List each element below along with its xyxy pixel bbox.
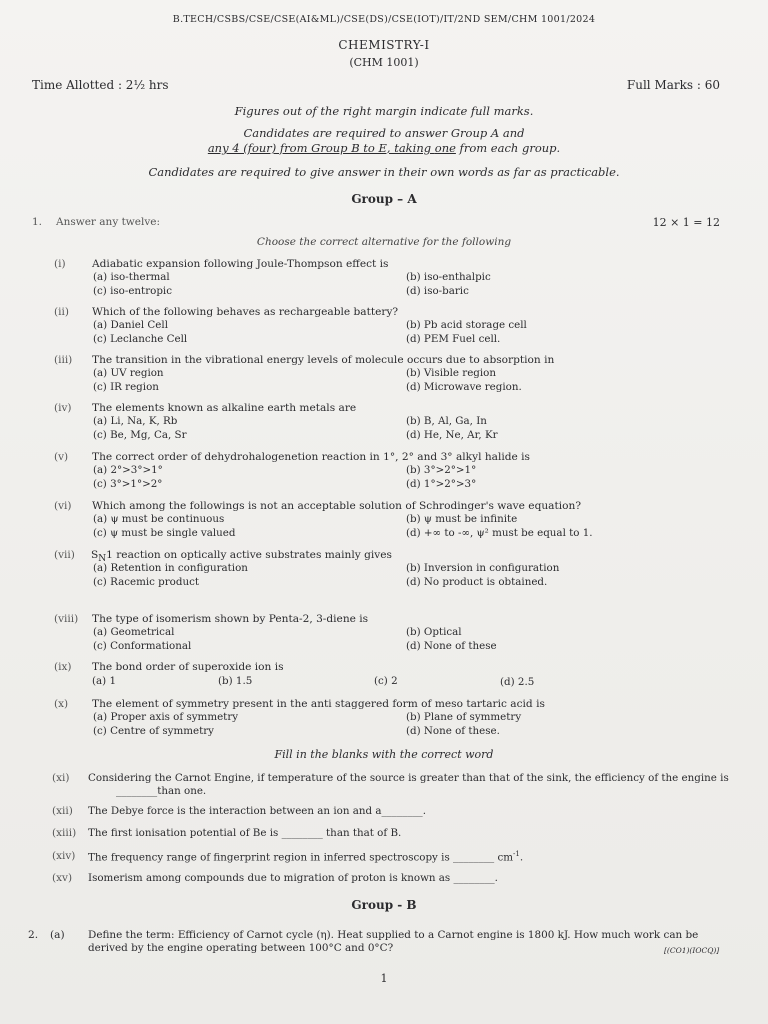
question-2-text-1: Define the term: Efficiency of Carnot cycle (η). Heat supplied to a Carnot engine is 1800 kJ. How much work can be [88, 929, 699, 941]
fill-number: (xi) [52, 772, 70, 784]
instruction-groups: Candidates are required to answer Group A and [243, 126, 525, 140]
fill-number: (xii) [52, 805, 73, 817]
choose-heading: Choose the correct alternative for the following [256, 236, 512, 248]
question-number: (iv) [54, 402, 72, 414]
option-d: (d) No product is obtained. [406, 576, 548, 588]
fill-number: (xiv) [52, 850, 76, 862]
fill-text [88, 872, 498, 884]
option-c: (c) Conformational [93, 640, 192, 652]
fill-body: Considering the Carnot Engine, if temperature of the source is greater than that of the sink, the efficiency of the engine is [88, 772, 729, 784]
text-body: 1 reaction on optically active substrates mainly gives [106, 549, 392, 561]
question-1-marks: 12 × 1 = 12 [652, 216, 720, 229]
question-number: (viii) [54, 613, 79, 625]
question-1-number: 1. [32, 216, 43, 228]
option-c: (c) Be, Mg, Ca, Sr [93, 429, 187, 441]
instruction-groups-2 [0, 141, 768, 155]
option-a: (a) 1 [92, 675, 116, 687]
option-b: (b) 3°>2°>1° [406, 464, 477, 476]
fill-body: Isomerism among compounds due to migration of proton is known as ________. [88, 872, 498, 884]
fill-number: (xiii) [52, 827, 77, 839]
question-number: (vii) [54, 549, 75, 561]
instruction-part: any 4 (four) from Group B to E, taking [207, 141, 435, 155]
question-number: (x) [54, 698, 69, 710]
option-d: (d) None of these. [406, 725, 500, 737]
course-codes: B.TECH/CSBS/CSE/CSE(AI&ML)/CSE(DS)/CSE(IOT)/IT/2ND SEM/CHM 1001/2024 [172, 14, 596, 25]
fill-text-continued: ________than one. [116, 785, 207, 797]
fill-number: (xv) [52, 872, 73, 884]
question-number: (vi) [54, 500, 72, 512]
question-2-tag: [(CO1)(IOCQ)] [664, 946, 720, 955]
question-text: The transition in the vibrational energy levels of molecule occurs due to absorption in [92, 354, 555, 366]
question-text: Which among the followings is not an acceptable solution of Schrodinger's wave equation? [92, 500, 582, 512]
question-number: (i) [54, 258, 66, 270]
option-a: (a) Retention in configuration [93, 562, 248, 574]
option-a: (a) Geometrical [93, 626, 175, 638]
fill-body: The frequency range of fingerprint region in inferred spectroscopy is ________ cm [88, 851, 513, 864]
option-d: (d) 2.5 [500, 676, 535, 688]
fill-heading: Fill in the blanks with the correct word [274, 748, 494, 761]
option-d: (d) iso-baric [406, 285, 469, 297]
option-b: (b) Inversion in configuration [406, 562, 560, 574]
option-c: (c) 3°>1°>2° [93, 478, 163, 490]
question-2-text-2: derived by the engine operating between 100°C and 0°C? [88, 942, 394, 954]
question-number: (v) [54, 451, 69, 463]
option-a: (a) Daniel Cell [93, 319, 168, 331]
time-allotted: Time Allotted : 2½ hrs [32, 78, 169, 92]
fill-superscript: -1 [513, 850, 520, 858]
question-text: The elements known as alkaline earth metals are [92, 402, 357, 414]
paper-code: (CHM 1001) [349, 56, 419, 69]
option-d: (d) +∞ to -∞, ψ² must be equal to 1. [406, 527, 593, 539]
option-a: (a) UV region [93, 367, 164, 379]
option-c: (c) IR region [93, 381, 159, 393]
question-2-part: (a) [50, 929, 65, 941]
option-c: (c) Centre of symmetry [93, 725, 214, 737]
question-text: Adiabatic expansion following Joule-Thompson effect is [92, 258, 389, 270]
option-a: (a) Li, Na, K, Rb [93, 415, 178, 427]
group-b-heading: Group - B [351, 898, 417, 912]
page-number: 1 [380, 972, 388, 985]
question-text: The bond order of superoxide ion is [92, 661, 284, 673]
instruction-own-words: Candidates are required to give answer in their own words as far as practicable. [148, 165, 620, 179]
fill-text [88, 772, 729, 784]
option-a: (a) iso-thermal [93, 271, 170, 283]
option-b: (b) Visible region [406, 367, 497, 379]
question-text: Which of the following behaves as rechargeable battery? [92, 306, 399, 318]
fill-body: The first ionisation potential of Be is ________ than that of B. [88, 827, 402, 839]
question-number: (iii) [54, 354, 73, 366]
option-a: (a) ψ must be continuous [93, 513, 225, 525]
option-d: (d) Microwave region. [406, 381, 522, 393]
option-a: (a) 2°>3°>1° [93, 464, 163, 476]
option-b: (b) Optical [406, 626, 462, 638]
option-a: (a) Proper axis of symmetry [93, 711, 239, 723]
option-c: (c) 2 [374, 675, 398, 687]
full-marks: Full Marks : 60 [626, 78, 720, 92]
option-b: (b) 1.5 [218, 675, 253, 687]
question-number: (ix) [54, 661, 72, 673]
question-text: The element of symmetry present in the anti staggered form of meso tartaric acid is [92, 698, 545, 710]
option-b: (b) iso-enthalpic [406, 271, 491, 283]
instruction-marks: Figures out of the right margin indicate full marks. [234, 104, 534, 118]
option-c: (c) Racemic product [93, 576, 200, 588]
instruction-one: one [434, 141, 456, 155]
question-text: The type of isomerism shown by Penta-2, 3-diene is [92, 613, 369, 625]
group-a-heading: Group – A [351, 192, 417, 206]
fill-tail: . [519, 851, 524, 864]
fill-text [88, 805, 426, 817]
fill-text [88, 827, 401, 839]
question-1-text: Answer any twelve: [56, 216, 161, 228]
option-b: (b) Pb acid storage cell [406, 319, 527, 331]
text-prefix: S [91, 549, 99, 561]
option-d: (d) None of these [406, 640, 497, 652]
instruction-tail: from each group. [455, 141, 561, 155]
question-number: (ii) [54, 306, 69, 318]
option-d: (d) 1°>2°>3° [406, 478, 477, 490]
fill-body: The Debye force is the interaction between an ion and a________. [88, 805, 426, 817]
option-b: (b) B, Al, Ga, In [406, 415, 487, 427]
fill-text [88, 850, 523, 863]
option-c: (c) Leclanche Cell [93, 333, 188, 345]
option-d: (d) PEM Fuel cell. [406, 333, 501, 345]
paper-title: CHEMISTRY-I [338, 38, 430, 52]
option-d: (d) He, Ne, Ar, Kr [406, 429, 498, 441]
question-text: The correct order of dehydrohalogenetion reaction in 1°, 2° and 3° alkyl halide is [92, 451, 530, 463]
option-b: (b) ψ must be infinite [406, 513, 518, 525]
option-c: (c) iso-entropic [93, 285, 172, 297]
option-b: (b) Plane of symmetry [406, 711, 522, 723]
option-c: (c) ψ must be single valued [93, 527, 236, 539]
question-2-number: 2. [28, 929, 39, 941]
text-subscript: N [98, 554, 107, 565]
